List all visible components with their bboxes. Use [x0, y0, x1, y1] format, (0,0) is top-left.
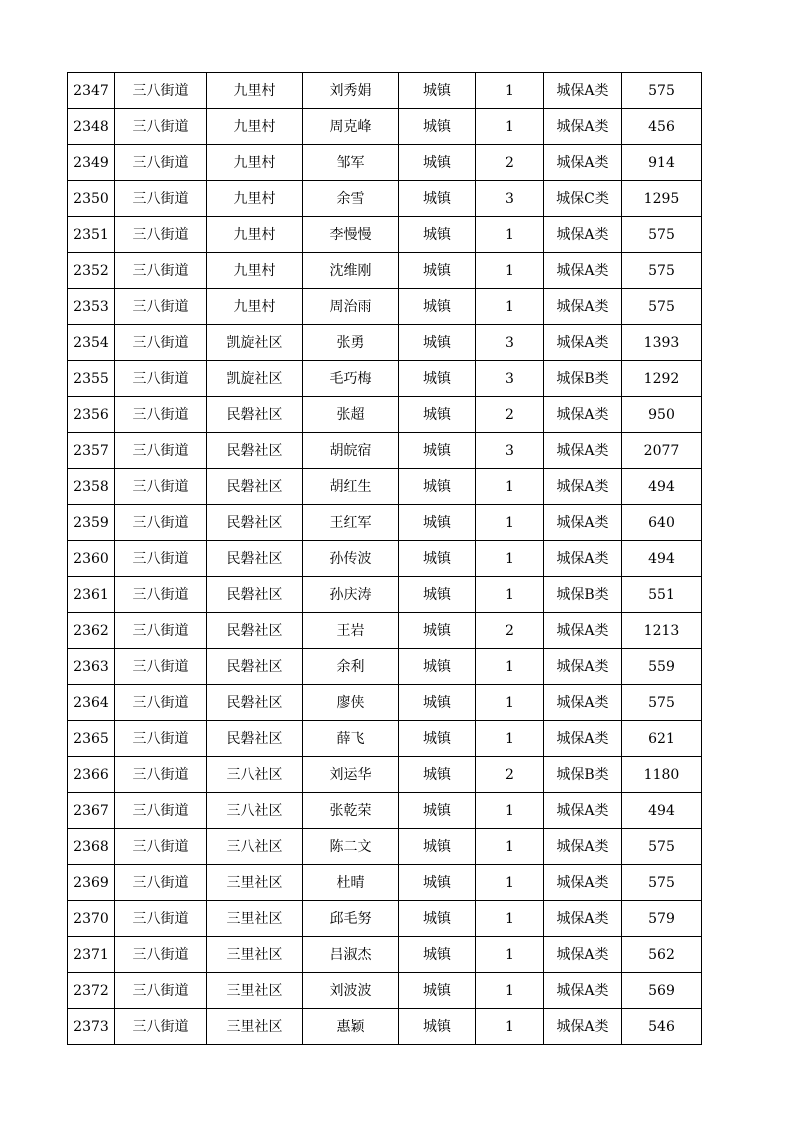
- table-body: [68, 73, 702, 1045]
- table-row: [68, 73, 702, 109]
- member-count-cell: 3: [476, 433, 544, 469]
- name-cell: 张勇: [303, 325, 399, 361]
- amount-cell: 1393: [622, 325, 702, 361]
- community-cell: 三八社区: [207, 793, 303, 829]
- table-row: [68, 181, 702, 217]
- amount-cell: 456: [622, 109, 702, 145]
- amount-cell: 950: [622, 397, 702, 433]
- member-count-cell: 1: [476, 901, 544, 937]
- name-cell: 刘运华: [303, 757, 399, 793]
- name-cell: 张超: [303, 397, 399, 433]
- member-count-cell: 1: [476, 577, 544, 613]
- serial-number-cell: 2361: [68, 577, 115, 613]
- street-cell: 三八街道: [115, 469, 207, 505]
- street-cell: 三八街道: [115, 721, 207, 757]
- community-cell: 三里社区: [207, 1009, 303, 1045]
- name-cell: 刘秀娟: [303, 73, 399, 109]
- table-row: [68, 577, 702, 613]
- street-cell: 三八街道: [115, 1009, 207, 1045]
- serial-number-cell: 2365: [68, 721, 115, 757]
- serial-number-cell: 2356: [68, 397, 115, 433]
- street-cell: 三八街道: [115, 253, 207, 289]
- table-row: [68, 217, 702, 253]
- household-type-cell: 城镇: [399, 361, 476, 397]
- serial-number-cell: 2350: [68, 181, 115, 217]
- category-cell: 城保A类: [544, 613, 622, 649]
- serial-number-cell: 2363: [68, 649, 115, 685]
- name-cell: 廖侠: [303, 685, 399, 721]
- category-cell: 城保C类: [544, 181, 622, 217]
- community-cell: 民磐社区: [207, 649, 303, 685]
- household-type-cell: 城镇: [399, 145, 476, 181]
- table-row: [68, 253, 702, 289]
- table-row: [68, 793, 702, 829]
- street-cell: 三八街道: [115, 829, 207, 865]
- street-cell: 三八街道: [115, 685, 207, 721]
- name-cell: 惠颖: [303, 1009, 399, 1045]
- amount-cell: 1295: [622, 181, 702, 217]
- table-row: [68, 685, 702, 721]
- name-cell: 杜晴: [303, 865, 399, 901]
- member-count-cell: 1: [476, 973, 544, 1009]
- amount-cell: 559: [622, 649, 702, 685]
- member-count-cell: 1: [476, 685, 544, 721]
- amount-cell: 569: [622, 973, 702, 1009]
- household-type-cell: 城镇: [399, 253, 476, 289]
- community-cell: 凯旋社区: [207, 325, 303, 361]
- serial-number-cell: 2366: [68, 757, 115, 793]
- amount-cell: 1292: [622, 361, 702, 397]
- category-cell: 城保A类: [544, 649, 622, 685]
- serial-number-cell: 2349: [68, 145, 115, 181]
- name-cell: 沈维刚: [303, 253, 399, 289]
- community-cell: 九里村: [207, 73, 303, 109]
- name-cell: 胡红生: [303, 469, 399, 505]
- serial-number-cell: 2358: [68, 469, 115, 505]
- name-cell: 吕淑杰: [303, 937, 399, 973]
- member-count-cell: 1: [476, 109, 544, 145]
- household-type-cell: 城镇: [399, 541, 476, 577]
- category-cell: 城保A类: [544, 325, 622, 361]
- category-cell: 城保A类: [544, 901, 622, 937]
- name-cell: 周克峰: [303, 109, 399, 145]
- household-type-cell: 城镇: [399, 613, 476, 649]
- serial-number-cell: 2347: [68, 73, 115, 109]
- serial-number-cell: 2352: [68, 253, 115, 289]
- category-cell: 城保A类: [544, 937, 622, 973]
- category-cell: 城保A类: [544, 505, 622, 541]
- name-cell: 王红军: [303, 505, 399, 541]
- street-cell: 三八街道: [115, 325, 207, 361]
- street-cell: 三八街道: [115, 793, 207, 829]
- street-cell: 三八街道: [115, 73, 207, 109]
- member-count-cell: 1: [476, 541, 544, 577]
- amount-cell: 621: [622, 721, 702, 757]
- category-cell: 城保A类: [544, 253, 622, 289]
- table-row: [68, 937, 702, 973]
- name-cell: 余雪: [303, 181, 399, 217]
- street-cell: 三八街道: [115, 937, 207, 973]
- household-type-cell: 城镇: [399, 397, 476, 433]
- member-count-cell: 3: [476, 181, 544, 217]
- serial-number-cell: 2348: [68, 109, 115, 145]
- amount-cell: 2077: [622, 433, 702, 469]
- serial-number-cell: 2357: [68, 433, 115, 469]
- community-cell: 九里村: [207, 181, 303, 217]
- name-cell: 邱毛努: [303, 901, 399, 937]
- serial-number-cell: 2373: [68, 1009, 115, 1045]
- community-cell: 民磐社区: [207, 541, 303, 577]
- street-cell: 三八街道: [115, 181, 207, 217]
- street-cell: 三八街道: [115, 109, 207, 145]
- member-count-cell: 2: [476, 613, 544, 649]
- household-type-cell: 城镇: [399, 109, 476, 145]
- amount-cell: 494: [622, 469, 702, 505]
- table-row: [68, 109, 702, 145]
- serial-number-cell: 2368: [68, 829, 115, 865]
- name-cell: 邹军: [303, 145, 399, 181]
- records-table: [67, 72, 702, 1045]
- member-count-cell: 2: [476, 145, 544, 181]
- table-row: [68, 541, 702, 577]
- member-count-cell: 1: [476, 793, 544, 829]
- household-type-cell: 城镇: [399, 937, 476, 973]
- community-cell: 凯旋社区: [207, 361, 303, 397]
- amount-cell: 1180: [622, 757, 702, 793]
- category-cell: 城保A类: [544, 865, 622, 901]
- community-cell: 三里社区: [207, 973, 303, 1009]
- street-cell: 三八街道: [115, 541, 207, 577]
- street-cell: 三八街道: [115, 505, 207, 541]
- member-count-cell: 1: [476, 253, 544, 289]
- category-cell: 城保A类: [544, 685, 622, 721]
- street-cell: 三八街道: [115, 217, 207, 253]
- street-cell: 三八街道: [115, 361, 207, 397]
- amount-cell: 551: [622, 577, 702, 613]
- household-type-cell: 城镇: [399, 325, 476, 361]
- household-type-cell: 城镇: [399, 577, 476, 613]
- community-cell: 九里村: [207, 109, 303, 145]
- amount-cell: 575: [622, 253, 702, 289]
- amount-cell: 575: [622, 217, 702, 253]
- category-cell: 城保A类: [544, 433, 622, 469]
- name-cell: 孙庆涛: [303, 577, 399, 613]
- name-cell: 毛巧梅: [303, 361, 399, 397]
- member-count-cell: 1: [476, 649, 544, 685]
- category-cell: 城保A类: [544, 109, 622, 145]
- community-cell: 三里社区: [207, 937, 303, 973]
- serial-number-cell: 2367: [68, 793, 115, 829]
- serial-number-cell: 2354: [68, 325, 115, 361]
- table-row: [68, 361, 702, 397]
- community-cell: 九里村: [207, 289, 303, 325]
- household-type-cell: 城镇: [399, 649, 476, 685]
- community-cell: 三里社区: [207, 901, 303, 937]
- name-cell: 周治雨: [303, 289, 399, 325]
- category-cell: 城保A类: [544, 289, 622, 325]
- serial-number-cell: 2371: [68, 937, 115, 973]
- community-cell: 九里村: [207, 217, 303, 253]
- community-cell: 三八社区: [207, 757, 303, 793]
- amount-cell: 494: [622, 541, 702, 577]
- amount-cell: 1213: [622, 613, 702, 649]
- street-cell: 三八街道: [115, 973, 207, 1009]
- amount-cell: 640: [622, 505, 702, 541]
- household-type-cell: 城镇: [399, 289, 476, 325]
- street-cell: 三八街道: [115, 649, 207, 685]
- table-row: [68, 973, 702, 1009]
- amount-cell: 579: [622, 901, 702, 937]
- household-type-cell: 城镇: [399, 865, 476, 901]
- category-cell: 城保A类: [544, 469, 622, 505]
- name-cell: 王岩: [303, 613, 399, 649]
- category-cell: 城保A类: [544, 829, 622, 865]
- household-type-cell: 城镇: [399, 217, 476, 253]
- amount-cell: 575: [622, 865, 702, 901]
- household-type-cell: 城镇: [399, 1009, 476, 1045]
- amount-cell: 562: [622, 937, 702, 973]
- community-cell: 三八社区: [207, 829, 303, 865]
- household-type-cell: 城镇: [399, 469, 476, 505]
- category-cell: 城保A类: [544, 793, 622, 829]
- table-row: [68, 901, 702, 937]
- street-cell: 三八街道: [115, 613, 207, 649]
- amount-cell: 494: [622, 793, 702, 829]
- member-count-cell: 1: [476, 217, 544, 253]
- category-cell: 城保A类: [544, 1009, 622, 1045]
- member-count-cell: 1: [476, 469, 544, 505]
- table-row: [68, 469, 702, 505]
- name-cell: 陈二文: [303, 829, 399, 865]
- amount-cell: 546: [622, 1009, 702, 1045]
- table-row: [68, 433, 702, 469]
- member-count-cell: 1: [476, 289, 544, 325]
- serial-number-cell: 2353: [68, 289, 115, 325]
- street-cell: 三八街道: [115, 865, 207, 901]
- amount-cell: 575: [622, 289, 702, 325]
- name-cell: 张乾荣: [303, 793, 399, 829]
- table-row: [68, 757, 702, 793]
- table-row: [68, 397, 702, 433]
- community-cell: 民磐社区: [207, 577, 303, 613]
- serial-number-cell: 2369: [68, 865, 115, 901]
- community-cell: 民磐社区: [207, 505, 303, 541]
- member-count-cell: 1: [476, 505, 544, 541]
- category-cell: 城保A类: [544, 973, 622, 1009]
- household-type-cell: 城镇: [399, 757, 476, 793]
- street-cell: 三八街道: [115, 577, 207, 613]
- table-row: [68, 865, 702, 901]
- category-cell: 城保A类: [544, 397, 622, 433]
- amount-cell: 575: [622, 685, 702, 721]
- category-cell: 城保B类: [544, 757, 622, 793]
- table-row: [68, 829, 702, 865]
- table-row: [68, 505, 702, 541]
- table-row: [68, 613, 702, 649]
- name-cell: 余利: [303, 649, 399, 685]
- table-row: [68, 325, 702, 361]
- member-count-cell: 1: [476, 721, 544, 757]
- household-type-cell: 城镇: [399, 829, 476, 865]
- community-cell: 民磐社区: [207, 397, 303, 433]
- member-count-cell: 3: [476, 361, 544, 397]
- category-cell: 城保A类: [544, 145, 622, 181]
- community-cell: 九里村: [207, 145, 303, 181]
- household-type-cell: 城镇: [399, 505, 476, 541]
- street-cell: 三八街道: [115, 757, 207, 793]
- category-cell: 城保A类: [544, 73, 622, 109]
- member-count-cell: 1: [476, 937, 544, 973]
- serial-number-cell: 2370: [68, 901, 115, 937]
- household-type-cell: 城镇: [399, 901, 476, 937]
- community-cell: 九里村: [207, 253, 303, 289]
- member-count-cell: 1: [476, 73, 544, 109]
- community-cell: 民磐社区: [207, 685, 303, 721]
- name-cell: 李慢慢: [303, 217, 399, 253]
- member-count-cell: 2: [476, 397, 544, 433]
- community-cell: 民磐社区: [207, 469, 303, 505]
- household-type-cell: 城镇: [399, 973, 476, 1009]
- amount-cell: 914: [622, 145, 702, 181]
- category-cell: 城保A类: [544, 541, 622, 577]
- household-type-cell: 城镇: [399, 721, 476, 757]
- serial-number-cell: 2355: [68, 361, 115, 397]
- serial-number-cell: 2364: [68, 685, 115, 721]
- name-cell: 刘波波: [303, 973, 399, 1009]
- table-row: [68, 721, 702, 757]
- category-cell: 城保A类: [544, 217, 622, 253]
- amount-cell: 575: [622, 73, 702, 109]
- member-count-cell: 1: [476, 865, 544, 901]
- table-row: [68, 1009, 702, 1045]
- name-cell: 胡皖宿: [303, 433, 399, 469]
- name-cell: 薛飞: [303, 721, 399, 757]
- table-row: [68, 289, 702, 325]
- household-type-cell: 城镇: [399, 793, 476, 829]
- member-count-cell: 1: [476, 1009, 544, 1045]
- serial-number-cell: 2359: [68, 505, 115, 541]
- household-type-cell: 城镇: [399, 181, 476, 217]
- street-cell: 三八街道: [115, 901, 207, 937]
- amount-cell: 575: [622, 829, 702, 865]
- street-cell: 三八街道: [115, 145, 207, 181]
- category-cell: 城保B类: [544, 361, 622, 397]
- category-cell: 城保B类: [544, 577, 622, 613]
- street-cell: 三八街道: [115, 433, 207, 469]
- community-cell: 三里社区: [207, 865, 303, 901]
- table-row: [68, 649, 702, 685]
- community-cell: 民磐社区: [207, 721, 303, 757]
- serial-number-cell: 2360: [68, 541, 115, 577]
- table-row: [68, 145, 702, 181]
- household-type-cell: 城镇: [399, 433, 476, 469]
- member-count-cell: 2: [476, 757, 544, 793]
- serial-number-cell: 2351: [68, 217, 115, 253]
- member-count-cell: 1: [476, 829, 544, 865]
- household-type-cell: 城镇: [399, 685, 476, 721]
- community-cell: 民磐社区: [207, 613, 303, 649]
- community-cell: 民磐社区: [207, 433, 303, 469]
- serial-number-cell: 2362: [68, 613, 115, 649]
- street-cell: 三八街道: [115, 397, 207, 433]
- street-cell: 三八街道: [115, 289, 207, 325]
- member-count-cell: 3: [476, 325, 544, 361]
- category-cell: 城保A类: [544, 721, 622, 757]
- serial-number-cell: 2372: [68, 973, 115, 1009]
- household-type-cell: 城镇: [399, 73, 476, 109]
- name-cell: 孙传波: [303, 541, 399, 577]
